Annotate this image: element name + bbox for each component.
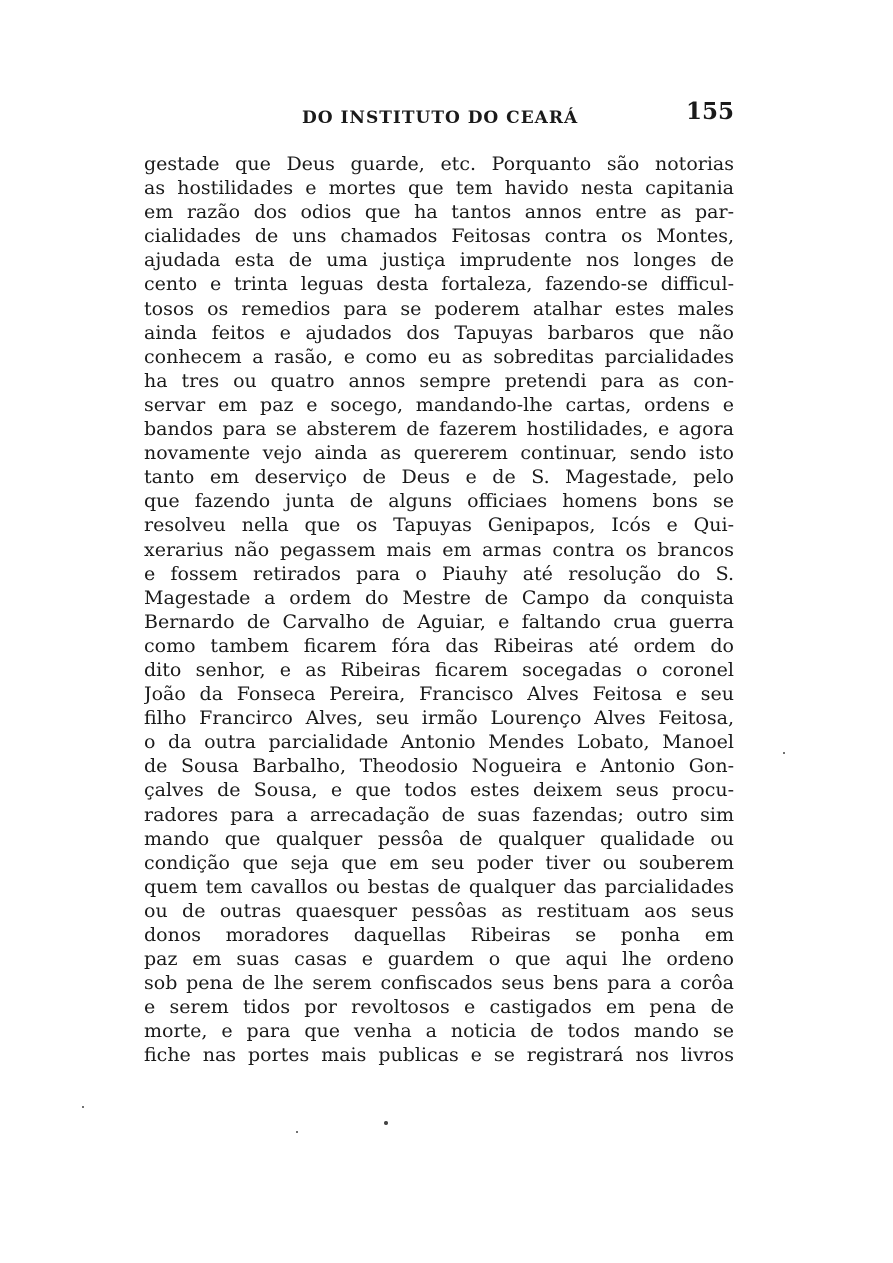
text-line: conhecem a rasão, e como eu as sobreditas parcialidades bbox=[144, 345, 734, 368]
text-line: donos moradores daquellas Ribeiras se ponha em bbox=[144, 924, 734, 946]
page-number: 155 bbox=[686, 98, 735, 125]
text-line: fiche nas portes mais publicas e se registrará nos livros bbox=[144, 1044, 734, 1067]
text-line: que fazendo junta de alguns officiaes homens bons se bbox=[144, 490, 734, 513]
text-line: bandos para se absterem de fazerem hostilidades, e agora bbox=[144, 418, 734, 441]
text-line: ou de outras quaesquer pessôas as restituam aos seus bbox=[144, 899, 734, 922]
text-line: tosos os remedios para se poderem atalhar estes males bbox=[144, 297, 734, 320]
text-line: mando que qualquer pessôa de qualquer qualidade ou bbox=[144, 827, 734, 850]
text-line: xerarius não pegassem mais em armas contra os brancos bbox=[144, 538, 734, 561]
text-line: tanto em deserviço de Deus e de S. Magestade, pelo bbox=[144, 466, 734, 489]
text-line: novamente vejo ainda as quererem continuar, sendo isto bbox=[144, 442, 734, 465]
text-line: condição que seja que em seu poder tiver ou souberem bbox=[144, 851, 734, 874]
text-line: dito senhor, e as Ribeiras ficarem socegadas o coronel bbox=[144, 658, 734, 681]
text-line: o da outra parcialidade Antonio Mendes Lobato, Manoel bbox=[144, 731, 734, 754]
scan-speck bbox=[296, 1131, 298, 1133]
text-line: Magestade a ordem do Mestre de Campo da conquista bbox=[144, 586, 734, 609]
scan-speck bbox=[384, 1121, 388, 1125]
text-line: morte, e para que venha a noticia de todos mando se bbox=[144, 1020, 734, 1043]
text-line: cialidades de uns chamados Feitosas contra os Montes, bbox=[144, 225, 734, 248]
text-line: filho Francirco Alves, seu irmão Lourenço Alves Feitosa, bbox=[144, 707, 734, 730]
text-line: cento e trinta leguas desta fortaleza, fazendo-se difficul- bbox=[144, 273, 734, 296]
text-line: gestade que Deus guarde, etc. Porquanto são notorias bbox=[144, 153, 734, 175]
body-text bbox=[144, 152, 734, 1068]
text-line: çalves de Sousa, e que todos estes deixem seus procu- bbox=[144, 779, 734, 802]
text-line: radores para a arrecadação de suas fazendas; outro sim bbox=[144, 803, 734, 826]
text-line: resolveu nella que os Tapuyas Genipapos, Icós e Qui- bbox=[144, 514, 734, 537]
scan-speck bbox=[82, 1106, 84, 1108]
text-line: ainda feitos e ajudados dos Tapuyas barbaros que não bbox=[144, 321, 734, 344]
scan-speck bbox=[783, 752, 785, 754]
text-line: servar em paz e socego, mandando-lhe cartas, ordens e bbox=[144, 393, 734, 416]
text-line: ha tres ou quatro annos sempre pretendi para as con- bbox=[144, 369, 734, 392]
text-line: de Sousa Barbalho, Theodosio Nogueira e Antonio Gon- bbox=[144, 755, 734, 778]
text-line: e fossem retirados para o Piauhy até resolução do S. bbox=[144, 562, 734, 585]
text-line: quem tem cavallos ou bestas de qualquer das parcialidades bbox=[144, 875, 734, 898]
text-line: sob pena de lhe serem confiscados seus bens para a corôa bbox=[144, 972, 734, 995]
text-line: ajudada esta de uma justiça imprudente nos longes de bbox=[144, 249, 734, 272]
text-line: paz em suas casas e guardem o que aqui lhe ordeno bbox=[144, 948, 734, 971]
text-line: as hostilidades e mortes que tem havido nesta capitania bbox=[144, 177, 734, 200]
text-line: em razão dos odios que ha tantos annos entre as par- bbox=[144, 201, 734, 224]
text-line: Bernardo de Carvalho de Aguiar, e faltando crua guerra bbox=[144, 610, 734, 633]
text-line: João da Fonseca Pereira, Francisco Alves Feitosa e seu bbox=[144, 683, 734, 706]
running-title: DO INSTITUTO DO CEARÁ bbox=[302, 108, 579, 128]
text-line: como tambem ficarem fóra das Ribeiras até ordem do bbox=[144, 634, 734, 657]
text-line: e serem tidos por revoltosos e castigados em pena de bbox=[144, 996, 734, 1019]
